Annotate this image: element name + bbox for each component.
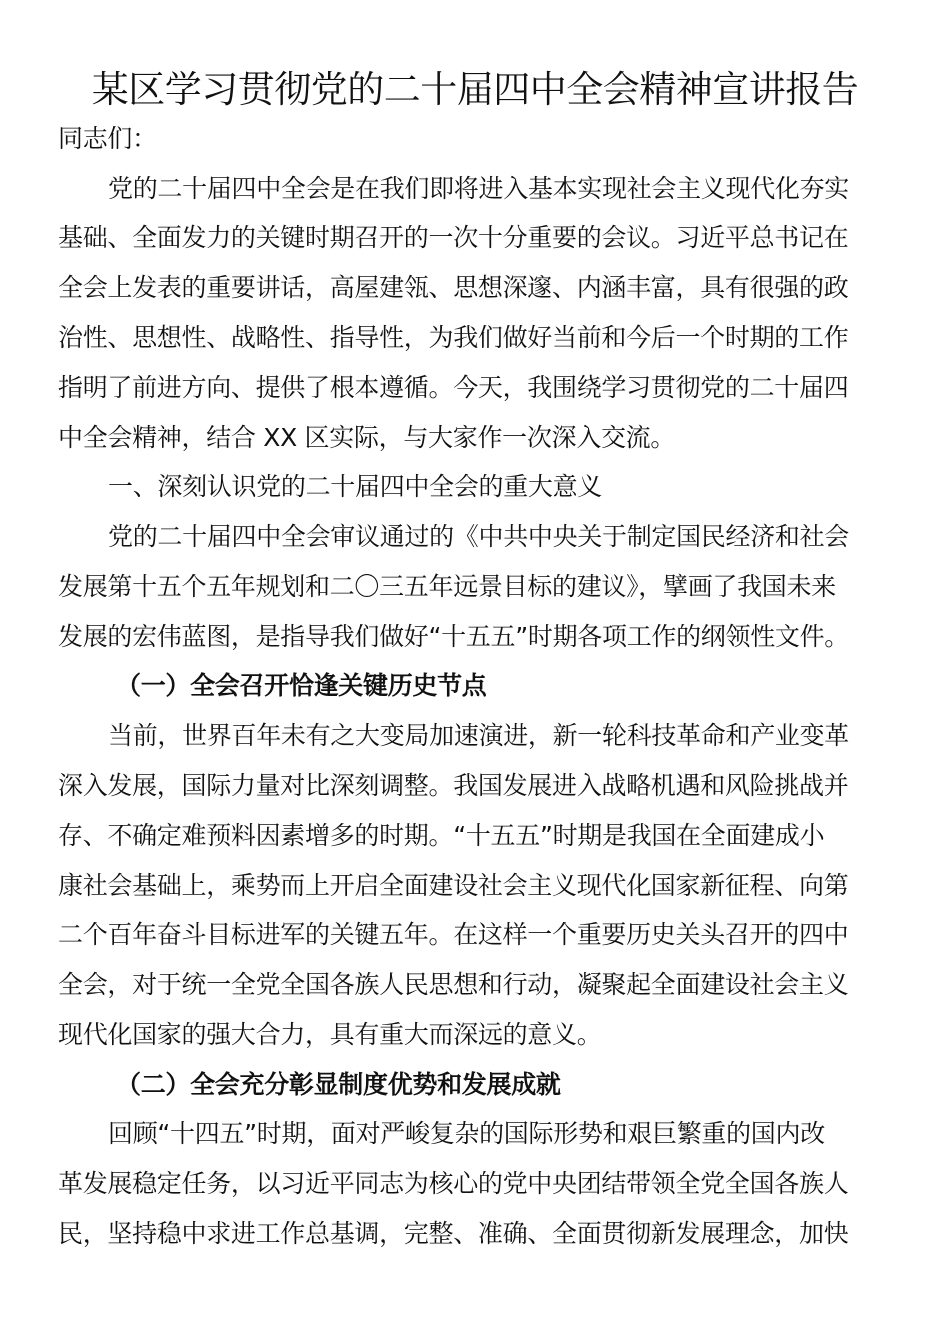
- paragraph-line: 民，坚持稳中求进工作总基调，完整、准确、全面贯彻新发展理念，加快: [58, 1219, 849, 1248]
- paragraph-line: 指明了前进方向、提供了根本遵循。今天，我围绕学习贯彻党的二十届四: [58, 373, 849, 402]
- subsection-heading: （一）全会召开恰逢关键历史节点: [116, 671, 487, 700]
- paragraph-line: 党的二十届四中全会审议通过的《中共中央关于制定国民经济和社会: [108, 522, 850, 551]
- section-heading: 一、深刻认识党的二十届四中全会的重大意义: [108, 472, 603, 501]
- paragraph-line: 发展的宏伟蓝图，是指导我们做好“十五五”时期各项工作的纲领性文件。: [58, 622, 850, 651]
- paragraph-line: 存、不确定难预料因素增多的时期。“十五五”时期是我国在全面建成小: [58, 821, 825, 850]
- paragraph-line: 深入发展，国际力量对比深刻调整。我国发展进入战略机遇和风险挑战并: [58, 771, 849, 800]
- paragraph-line: 现代化国家的强大合力，具有重大而深远的意义。: [58, 1020, 602, 1049]
- paragraph-line: 发展第十五个五年规划和二〇三五年远景目标的建议》，擘画了我国未来: [58, 572, 836, 601]
- document-title: 某区学习贯彻党的二十届四中全会精神宣讲报告: [91, 68, 859, 111]
- paragraph-line: 二个百年奋斗目标进军的关键五年。在这样一个重要历史关头召开的四中: [58, 920, 849, 949]
- paragraph-line: 全会上发表的重要讲话，高屋建瓴、思想深邃、内涵丰富，具有很强的政: [58, 273, 849, 302]
- salutation: 同志们：: [58, 124, 157, 153]
- paragraph-line: 基础、全面发力的关键时期召开的一次十分重要的会议。习近平总书记在: [58, 223, 849, 252]
- paragraph-line: 中全会精神，结合 XX 区实际，与大家作一次深入交流。: [58, 423, 676, 452]
- paragraph-line: 当前，世界百年未有之大变局加速演进，新一轮科技革命和产业变革: [108, 721, 850, 750]
- paragraph-line: 治性、思想性、战略性、指导性，为我们做好当前和今后一个时期的工作: [58, 323, 849, 352]
- paragraph-line: 党的二十届四中全会是在我们即将进入基本实现社会主义现代化夯实: [108, 174, 850, 203]
- paragraph-line: 全会，对于统一全党全国各族人民思想和行动，凝聚起全面建设社会主义: [58, 970, 849, 999]
- paragraph-line: 回顾“十四五”时期，面对严峻复杂的国际形势和艰巨繁重的国内改: [108, 1119, 825, 1148]
- subsection-heading: （二）全会充分彰显制度优势和发展成就: [116, 1070, 561, 1099]
- paragraph-line: 革发展稳定任务，以习近平同志为核心的党中央团结带领全党全国各族人: [58, 1169, 849, 1198]
- paragraph-line: 康社会基础上，乘势而上开启全面建设社会主义现代化国家新征程、向第: [58, 871, 849, 900]
